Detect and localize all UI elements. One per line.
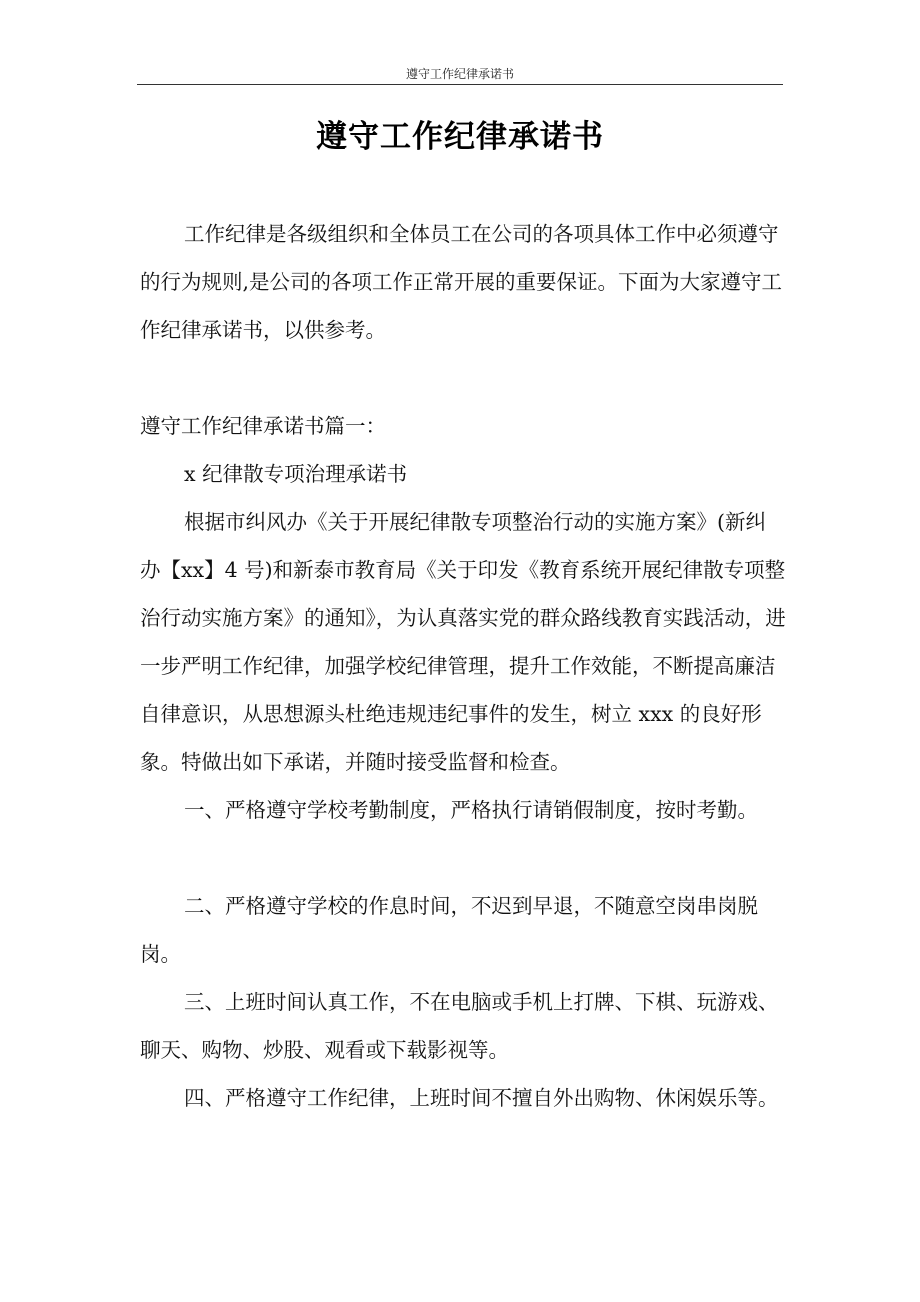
document-body [140, 210, 786, 1122]
header-divider [137, 84, 783, 85]
commitment-item-3: 三、上班时间认真工作，不在电脑或手机上打牌、下棋、玩游戏、聊天、购物、炒股、观看或下载影视等。 [140, 990, 779, 1062]
paragraph-spacer [140, 354, 786, 402]
paragraph-spacer [140, 834, 786, 882]
commitment-item-4: 四、严格遵守工作纪律，上班时间不擅自外出购物、休闲娱乐等。 [184, 1086, 779, 1110]
section-heading: 遵守工作纪律承诺书篇一： [140, 414, 386, 438]
document-title: 遵守工作纪律承诺书 [316, 119, 604, 155]
commitment-item-1: 一、严格遵守学校考勤制度，严格执行请销假制度，按时考勤。 [184, 798, 758, 822]
commitment-item-2: 二、严格遵守学校的作息时间，不迟到早退，不随意空岗串岗脱岗。 [140, 894, 758, 966]
intro-paragraph: 工作纪律是各级组织和全体员工在公司的各项具体工作中必须遵守的行为规则,是公司的各项工作正常开展的重要保证。下面为大家遵守工作纪律承诺书，以供参考。 [140, 222, 783, 342]
subheading: x 纪律散专项治理承诺书 [184, 462, 408, 486]
body-paragraph: 根据市纠风办《关于开展纪律散专项整治行动的实施方案》(新纠办【xx】4 号)和新泰市教育局《关于印发《教育系统开展纪律散专项整治行动实施方案》的通知》，为认真落实党的群众路线教育实践活动，进一步严明工作纪律，加强学校纪律管理，提升工作效能，不断提高廉洁自律意识，从思想源头杜绝违规违纪事件的发生，树立 xxx 的良好形象。特做出如下承诺，并随时接受监督和检查。 [140, 510, 786, 774]
running-header: 遵守工作纪律承诺书 [405, 67, 514, 81]
